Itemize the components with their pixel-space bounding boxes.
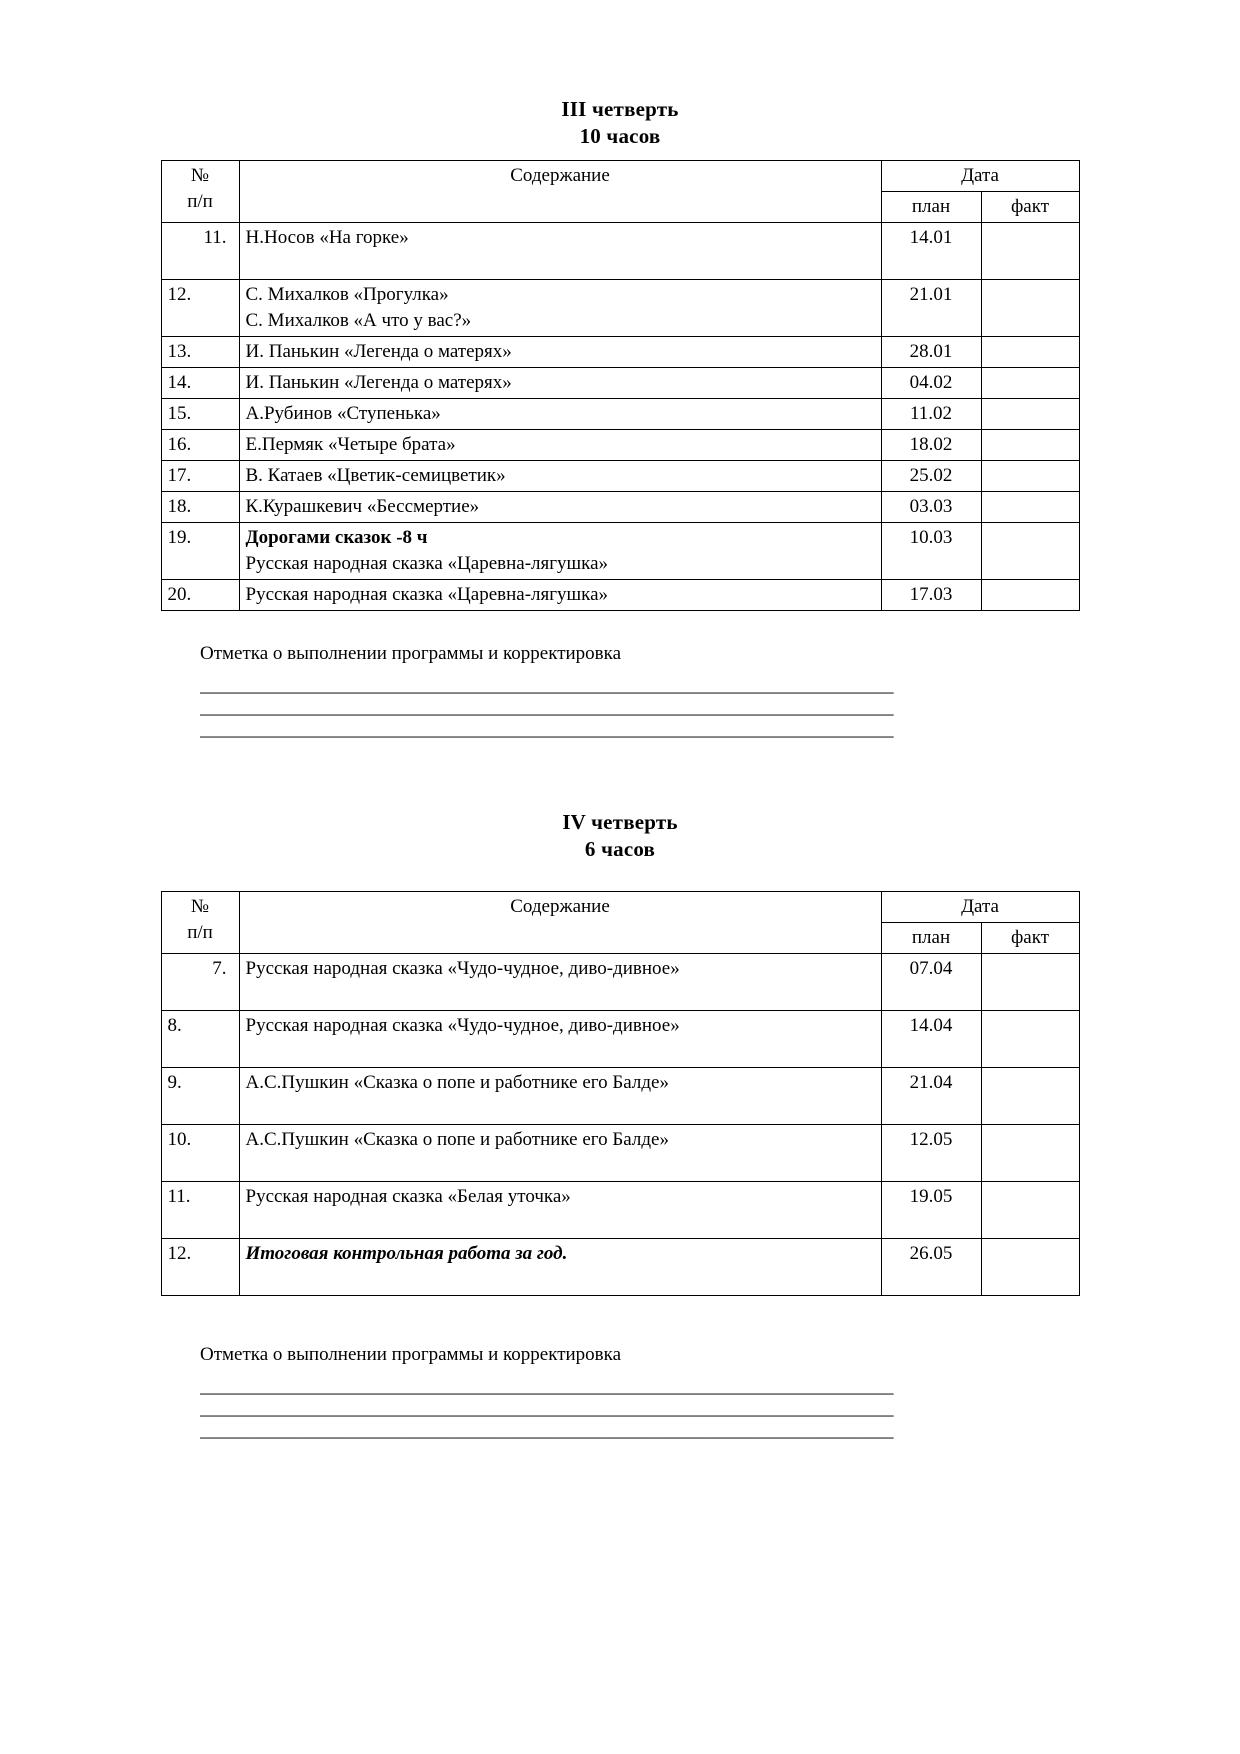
row-content-line: Русская народная сказка «Чудо-чудное, диво-дивное»: [245, 958, 680, 979]
row-number: 13.: [161, 337, 239, 368]
section-2-heading-line1: IV четверть: [562, 810, 678, 834]
header-number: [161, 161, 239, 223]
row-content: [239, 337, 881, 368]
row-content: [239, 580, 881, 611]
row-content: [239, 368, 881, 399]
row-content-line: Е.Пермяк «Четыре брата»: [245, 434, 456, 455]
spacer-before-note-1: [0, 611, 1240, 641]
row-number: 11.: [161, 1182, 239, 1239]
row-content-line: А.С.Пушкин «Сказка о попе и работнике его Балде»: [245, 1072, 669, 1093]
row-date-plan: 11.02: [881, 399, 981, 430]
row-date-fact: [981, 223, 1079, 280]
row-number: 12.: [161, 1239, 239, 1296]
row-content: [239, 1011, 881, 1068]
note-label-quarter-4: Отметка о выполнении программы и корректировка: [200, 1344, 622, 1365]
table-row: [161, 580, 1079, 611]
table-body-quarter-3: [161, 223, 1079, 611]
section-1-heading-line1: III четверть: [561, 97, 679, 121]
row-date-plan: 21.01: [881, 280, 981, 337]
row-content-line: Русская народная сказка «Белая уточка»: [245, 1186, 571, 1207]
row-content: [239, 399, 881, 430]
row-date-fact: [981, 399, 1079, 430]
row-date-plan: 04.02: [881, 368, 981, 399]
table-header-row-main: [161, 892, 1079, 923]
row-content-line: А.С.Пушкин «Сказка о попе и работнике его Балде»: [245, 1129, 669, 1150]
row-date-plan: 14.01: [881, 223, 981, 280]
top-spacer: [0, 0, 1240, 96]
spacer-after-heading-1: [0, 150, 1240, 160]
row-date-plan: 18.02: [881, 430, 981, 461]
row-content-line: С. Михалков «А что у вас?»: [245, 310, 472, 331]
row-number: 7.: [161, 954, 239, 1011]
header-date-plan: план: [881, 923, 981, 954]
note-write-line: _________________________________________________________________________: [200, 1420, 894, 1441]
spacer-before-note-2: [0, 1296, 1240, 1342]
row-spacer: [246, 1267, 875, 1293]
row-date-fact: [981, 1125, 1079, 1182]
row-spacer: [246, 1096, 875, 1122]
note-lines-quarter-3: [200, 675, 1080, 741]
row-content: [239, 280, 881, 337]
row-date-fact: [981, 280, 1079, 337]
row-spacer: [246, 1210, 875, 1236]
table-row: [161, 1239, 1079, 1296]
header-date: Дата: [881, 161, 1079, 192]
row-date-plan: 14.04: [881, 1011, 981, 1068]
row-content: [239, 1068, 881, 1125]
row-number: 19.: [161, 523, 239, 580]
header-number-line2: п/п: [187, 922, 213, 943]
note-block-quarter-4: [140, 1342, 1100, 1442]
note-write-line: _________________________________________________________________________: [200, 1376, 894, 1397]
row-number: 14.: [161, 368, 239, 399]
table-row: [161, 461, 1079, 492]
row-spacer: [246, 1039, 875, 1065]
table-row: [161, 223, 1079, 280]
table-row: [161, 1011, 1079, 1068]
row-date-plan: 26.05: [881, 1239, 981, 1296]
row-content-line: Итоговая контрольная работа за год.: [245, 1243, 568, 1264]
row-content-line: Русская народная сказка «Чудо-чудное, диво-дивное»: [245, 1015, 680, 1036]
row-date-plan: 12.05: [881, 1125, 981, 1182]
row-content: [239, 223, 881, 280]
row-content-line: С. Михалков «Прогулка»: [245, 284, 449, 305]
row-date-fact: [981, 1182, 1079, 1239]
table-row: [161, 399, 1079, 430]
row-content: [239, 1125, 881, 1182]
table-row: [161, 954, 1079, 1011]
table-row: [161, 337, 1079, 368]
row-date-plan: 07.04: [881, 954, 981, 1011]
row-date-plan: 19.05: [881, 1182, 981, 1239]
note-write-line: _________________________________________________________________________: [200, 697, 894, 718]
row-number: 9.: [161, 1068, 239, 1125]
row-content: [239, 523, 881, 580]
header-date: Дата: [881, 892, 1079, 923]
spacer-after-heading-2: [0, 863, 1240, 891]
row-number: 17.: [161, 461, 239, 492]
row-date-fact: [981, 954, 1079, 1011]
table-row: [161, 430, 1079, 461]
header-content: Содержание: [239, 892, 881, 954]
row-content-line: И. Панькин «Легенда о матерях»: [245, 341, 512, 362]
row-spacer: [246, 251, 875, 277]
row-number: 15.: [161, 399, 239, 430]
row-number: 16.: [161, 430, 239, 461]
header-number-line1: №: [190, 896, 210, 917]
table-head-quarter-4: [161, 892, 1079, 954]
row-date-fact: [981, 580, 1079, 611]
table-row: [161, 1182, 1079, 1239]
row-content-line: А.Рубинов «Ступенька»: [245, 403, 441, 424]
row-date-fact: [981, 523, 1079, 580]
row-number: 10.: [161, 1125, 239, 1182]
header-date-plan: план: [881, 192, 981, 223]
row-content: [239, 1182, 881, 1239]
row-date-fact: [981, 430, 1079, 461]
section-2-heading-line2: 6 часов: [584, 837, 656, 861]
row-content: [239, 1239, 881, 1296]
row-date-fact: [981, 492, 1079, 523]
header-number-line2: п/п: [187, 191, 213, 212]
plan-table-quarter-3: [161, 160, 1080, 611]
header-date-fact: факт: [981, 923, 1079, 954]
plan-table-quarter-4: [161, 891, 1080, 1296]
row-number: 12.: [161, 280, 239, 337]
row-content-line: И. Панькин «Легенда о матерях»: [245, 372, 512, 393]
table-header-row-main: [161, 161, 1079, 192]
table-row: [161, 1125, 1079, 1182]
row-number: 18.: [161, 492, 239, 523]
row-date-fact: [981, 461, 1079, 492]
row-content-line: Дорогами сказок -8 ч: [245, 527, 428, 548]
section-1-heading: [0, 96, 1240, 150]
table-body-quarter-4: [161, 954, 1079, 1296]
row-date-plan: 10.03: [881, 523, 981, 580]
note-label-quarter-3: Отметка о выполнении программы и корректировка: [200, 643, 622, 664]
row-content-line: К.Курашкевич «Бессмертие»: [245, 496, 480, 517]
row-date-plan: 25.02: [881, 461, 981, 492]
row-date-fact: [981, 368, 1079, 399]
header-number-line1: №: [190, 165, 210, 186]
row-content: [239, 954, 881, 1011]
row-content: [239, 461, 881, 492]
row-date-plan: 03.03: [881, 492, 981, 523]
row-number: 11.: [161, 223, 239, 280]
row-date-plan: 28.01: [881, 337, 981, 368]
note-block-quarter-3: [140, 641, 1100, 741]
row-content-line: В. Катаев «Цветик-семицветик»: [245, 465, 506, 486]
header-content: Содержание: [239, 161, 881, 223]
row-number: 8.: [161, 1011, 239, 1068]
note-lines-quarter-4: [200, 1376, 1080, 1442]
row-content: [239, 492, 881, 523]
table-row: [161, 523, 1079, 580]
table-row: [161, 368, 1079, 399]
table-row: [161, 1068, 1079, 1125]
row-date-fact: [981, 1011, 1079, 1068]
note-write-line: _________________________________________________________________________: [200, 719, 894, 740]
row-content-line: Русская народная сказка «Царевна-лягушка»: [245, 584, 609, 605]
row-number: 20.: [161, 580, 239, 611]
row-date-plan: 17.03: [881, 580, 981, 611]
row-date-plan: 21.04: [881, 1068, 981, 1125]
row-content-line: Русская народная сказка «Царевна-лягушка»: [245, 553, 609, 574]
note-write-line: _________________________________________________________________________: [200, 675, 894, 696]
section-2-heading: [0, 809, 1240, 863]
header-date-fact: факт: [981, 192, 1079, 223]
spacer-between-sections: [0, 741, 1240, 809]
row-spacer: [246, 982, 875, 1008]
row-content: [239, 430, 881, 461]
row-date-fact: [981, 337, 1079, 368]
table-row: [161, 492, 1079, 523]
row-spacer: [246, 1153, 875, 1179]
table-head-quarter-3: [161, 161, 1079, 223]
header-number: [161, 892, 239, 954]
row-date-fact: [981, 1239, 1079, 1296]
table-row: [161, 280, 1079, 337]
row-date-fact: [981, 1068, 1079, 1125]
row-content-line: Н.Носов «На горке»: [245, 227, 409, 248]
section-1-heading-line2: 10 часов: [579, 124, 661, 148]
note-write-line: _________________________________________________________________________: [200, 1398, 894, 1419]
